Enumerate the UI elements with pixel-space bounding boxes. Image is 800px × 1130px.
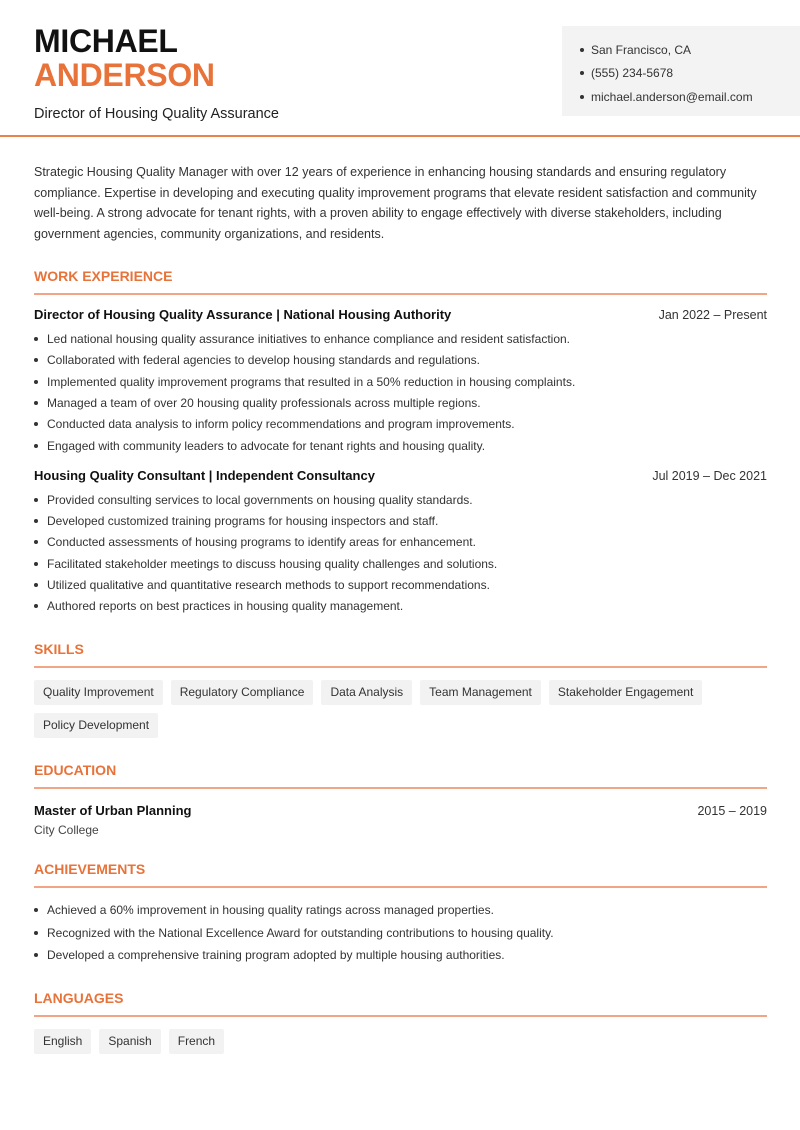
education-header: [34, 803, 767, 818]
job-header: [34, 307, 767, 322]
bullet-icon: [34, 519, 38, 523]
bullet-icon: [580, 95, 584, 99]
job-bullets: [34, 489, 767, 617]
section-heading-languages: LANGUAGES: [34, 990, 767, 1017]
summary-paragraph: Strategic Housing Quality Manager with over 12 years of experience in enhancing housing standards and ensuring regulatory compliance. Expertise in developing and executing quality improvement programs that elevate resident satisfaction and community well-being. A strong advocate for tenant rights, with a proven ability to engage effectively with diverse stakeholders, including government agencies, community organizations, and residents.: [34, 165, 757, 241]
section-heading-work-experience: WORK EXPERIENCE: [34, 268, 767, 295]
bullet-icon: [34, 562, 38, 566]
job-dates: Jan 2022 – Present: [658, 308, 767, 323]
bullet-icon: [34, 401, 38, 405]
skill-tag: Data Analysis: [321, 680, 412, 705]
last-name: ANDERSON: [34, 57, 215, 93]
education-dates: 2015 – 2019: [697, 803, 767, 818]
job-header: [34, 468, 767, 483]
job-bullets: [34, 328, 767, 456]
skill-tag: Stakeholder Engagement: [549, 680, 702, 705]
bullet-icon: [34, 358, 38, 362]
education-entry: [34, 803, 767, 837]
bullet-text: Led national housing quality assurance initiatives to enhance compliance and resident satisfaction.: [47, 332, 570, 347]
bullet-text: Utilized qualitative and quantitative research methods to support recommendations.: [47, 577, 490, 592]
bullet-icon: [580, 48, 584, 52]
bullet-item: [34, 371, 767, 392]
bullet-text: Facilitated stakeholder meetings to discuss housing quality challenges and solutions.: [47, 556, 498, 571]
skill-tag: Policy Development: [34, 713, 158, 738]
bullet-icon: [34, 422, 38, 426]
bullet-item: [34, 489, 767, 510]
bullet-text: Conducted data analysis to inform policy recommendations and program improvements.: [47, 417, 515, 432]
location-text: San Francisco, CA: [591, 42, 692, 57]
bullet-item: [34, 435, 767, 456]
bullet-text: Authored reports on best practices in housing quality management.: [47, 599, 404, 614]
bullet-text: Developed customized training programs for housing inspectors and staff.: [47, 514, 439, 529]
skill-tag: Regulatory Compliance: [171, 680, 314, 705]
bullet-item: [34, 328, 767, 349]
contact-box: [562, 26, 800, 116]
contact-email: [580, 85, 800, 109]
bullet-text: Implemented quality improvement programs that resulted in a 50% reduction in housing complaints.: [47, 374, 576, 389]
bullet-icon: [34, 380, 38, 384]
achievement-text: Recognized with the National Excellence Award for outstanding contributions to housing quality.: [47, 925, 554, 940]
bullet-text: Provided consulting services to local governments on housing quality standards.: [47, 492, 473, 507]
achievement-text: Achieved a 60% improvement in housing quality ratings across managed properties.: [47, 903, 494, 918]
achievement-item: [34, 944, 767, 967]
section-heading-education: EDUCATION: [34, 762, 767, 789]
skills-list: [34, 680, 767, 738]
school-name: City College: [34, 822, 99, 837]
resume-body: [34, 162, 767, 1054]
languages-list: [34, 1029, 767, 1054]
bullet-item: [34, 350, 767, 371]
bullet-item: [34, 553, 767, 574]
bullet-text: Managed a team of over 20 housing quality professionals across multiple regions.: [47, 395, 481, 410]
bullet-item: [34, 574, 767, 595]
bullet-icon: [34, 604, 38, 608]
language-tag: English: [34, 1029, 91, 1054]
bullet-icon: [34, 337, 38, 341]
bullet-item: [34, 414, 767, 435]
bullet-item: [34, 392, 767, 413]
bullet-item: [34, 596, 767, 617]
section-heading-skills: SKILLS: [34, 641, 767, 668]
skill-tag: Quality Improvement: [34, 680, 163, 705]
bullet-icon: [34, 444, 38, 448]
skill-tag: Team Management: [420, 680, 541, 705]
first-name: MICHAEL: [34, 23, 178, 59]
job-title: Housing Quality Consultant | Independent Consultancy: [34, 468, 375, 484]
language-tag: Spanish: [99, 1029, 160, 1054]
name-block: [34, 24, 279, 122]
bullet-icon: [34, 583, 38, 587]
bullet-item: [34, 510, 767, 531]
achievement-text: Developed a comprehensive training program adopted by multiple housing authorities.: [47, 948, 505, 963]
job-title: Director of Housing Quality Assurance | National Housing Authority: [34, 307, 452, 323]
headline-title: Director of Housing Quality Assurance: [34, 106, 279, 122]
bullet-text: Engaged with community leaders to advocate for tenant rights and housing quality.: [47, 438, 486, 453]
bullet-icon: [34, 908, 38, 912]
resume-header: [0, 0, 800, 137]
job-entry: [34, 307, 767, 456]
achievement-item: [34, 921, 767, 944]
language-tag: French: [169, 1029, 224, 1054]
achievements-list: [34, 899, 767, 967]
bullet-icon: [34, 540, 38, 544]
bullet-item: [34, 532, 767, 553]
degree-name: Master of Urban Planning: [34, 802, 192, 818]
bullet-icon: [34, 498, 38, 502]
contact-phone: [580, 62, 800, 86]
bullet-icon: [580, 71, 584, 75]
section-heading-achievements: ACHIEVEMENTS: [34, 861, 767, 888]
achievement-item: [34, 899, 767, 922]
bullet-text: Conducted assessments of housing programs to identify areas for enhancement.: [47, 535, 476, 550]
bullet-text: Collaborated with federal agencies to develop housing standards and regulations.: [47, 353, 480, 368]
bullet-icon: [34, 931, 38, 935]
phone-text: (555) 234-5678: [591, 66, 674, 81]
email-text: michael.anderson@email.com: [591, 89, 753, 104]
job-entry: [34, 468, 767, 617]
job-dates: Jul 2019 – Dec 2021: [652, 469, 767, 484]
bullet-icon: [34, 953, 38, 957]
contact-location: [580, 38, 800, 62]
